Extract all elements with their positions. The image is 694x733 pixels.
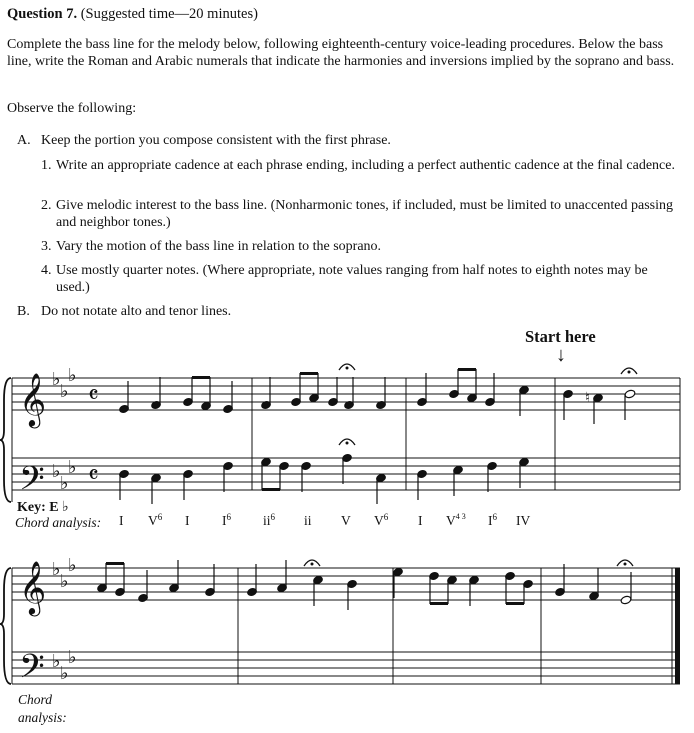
- item-a-text: Keep the portion you compose consistent with the first phrase.: [41, 133, 391, 148]
- chord-symbol: I: [185, 513, 190, 528]
- natural-sign-icon: ♮: [585, 390, 591, 406]
- key-flat-icon: ♭: [60, 381, 69, 402]
- common-time-icon: 𝄴: [88, 381, 99, 409]
- chord-symbol: $V^6$: [374, 512, 389, 528]
- key-flat-icon: ♭: [60, 571, 69, 592]
- treble-clef-icon-2: 𝄞: [19, 560, 47, 614]
- start-here-label: Start here: [525, 327, 596, 346]
- chord-symbol: $I^6$: [222, 512, 231, 528]
- sub-item-1-text: Write an appropriate cadence at each phrase ending, including a perfect authentic cadence at the final cadence.: [56, 158, 675, 173]
- chord-symbol: I: [418, 513, 423, 528]
- sub-item-3-num: 3.: [41, 239, 52, 254]
- item-b-label: B.: [17, 304, 30, 319]
- sub-item-4-num: 4.: [41, 263, 52, 278]
- chord-symbol: $V^{4 3}$: [446, 512, 466, 528]
- chord-symbol: ii: [304, 513, 312, 528]
- chord-symbol: I: [119, 513, 124, 528]
- key-label: Key: E ♭: [17, 500, 69, 515]
- key-flat-icon: ♭: [52, 461, 61, 482]
- chord-symbol: $V^6$: [148, 512, 163, 528]
- common-time-icon-2: 𝄴: [88, 461, 99, 489]
- sub-item-1-num: 1.: [41, 158, 52, 173]
- chord-analysis-label: Chord analysis:: [15, 515, 102, 530]
- key-flat-icon: ♭: [52, 369, 61, 390]
- key-flat-icon: ♭: [68, 555, 77, 576]
- sub-item-2-num: 2.: [41, 198, 52, 213]
- key-flat-icon: ♭: [60, 663, 69, 684]
- chord-symbol: $ii^6$: [263, 512, 276, 528]
- observe-text: Observe the following:: [7, 101, 137, 116]
- sub-item-3-text: Vary the motion of the bass line in relation to the soprano.: [56, 239, 382, 254]
- bass-clef-icon-2: 𝄢: [19, 648, 45, 694]
- chord-symbol: $I^6$: [488, 512, 497, 528]
- bass-clef-icon: 𝄢: [19, 460, 45, 506]
- chord-symbol: IV: [516, 513, 531, 528]
- key-flat-icon: ♭: [52, 559, 61, 580]
- intro-text: Complete the bass line for the melody below, following eighteenth-century voice-leading procedures. Below the bass line, write the Roman and Arabic numerals that indicate the harmonies and inversions implied by the soprano and bass.: [7, 37, 675, 69]
- key-flat-icon: ♭: [52, 651, 61, 672]
- question-time: (Suggested time—20 minutes): [80, 6, 258, 22]
- sub-item-4-text: Use mostly quarter notes. (Where appropriate, note values ranging from half notes to eighth notes may be used.): [56, 263, 648, 295]
- key-flat-icon: ♭: [60, 473, 69, 494]
- key-flat-icon: ♭: [68, 647, 77, 668]
- chord-analysis-label-2: Chord analysis:: [18, 692, 67, 725]
- key-flat-icon: ♭: [68, 365, 77, 386]
- key-flat-icon: ♭: [68, 457, 77, 478]
- item-b-text: Do not notate alto and tenor lines.: [41, 304, 232, 319]
- sub-item-2-text: Give melodic interest to the bass line. (Nonharmonic tones, if included, must be limited to unaccented passing and neighbor tones.): [56, 198, 674, 230]
- chord-symbol: V: [341, 513, 351, 528]
- item-a-label: A.: [17, 133, 31, 148]
- question-label: Question 7.: [7, 6, 78, 22]
- treble-clef-icon: 𝄞: [19, 372, 47, 426]
- start-arrow-icon: ↓: [556, 344, 566, 366]
